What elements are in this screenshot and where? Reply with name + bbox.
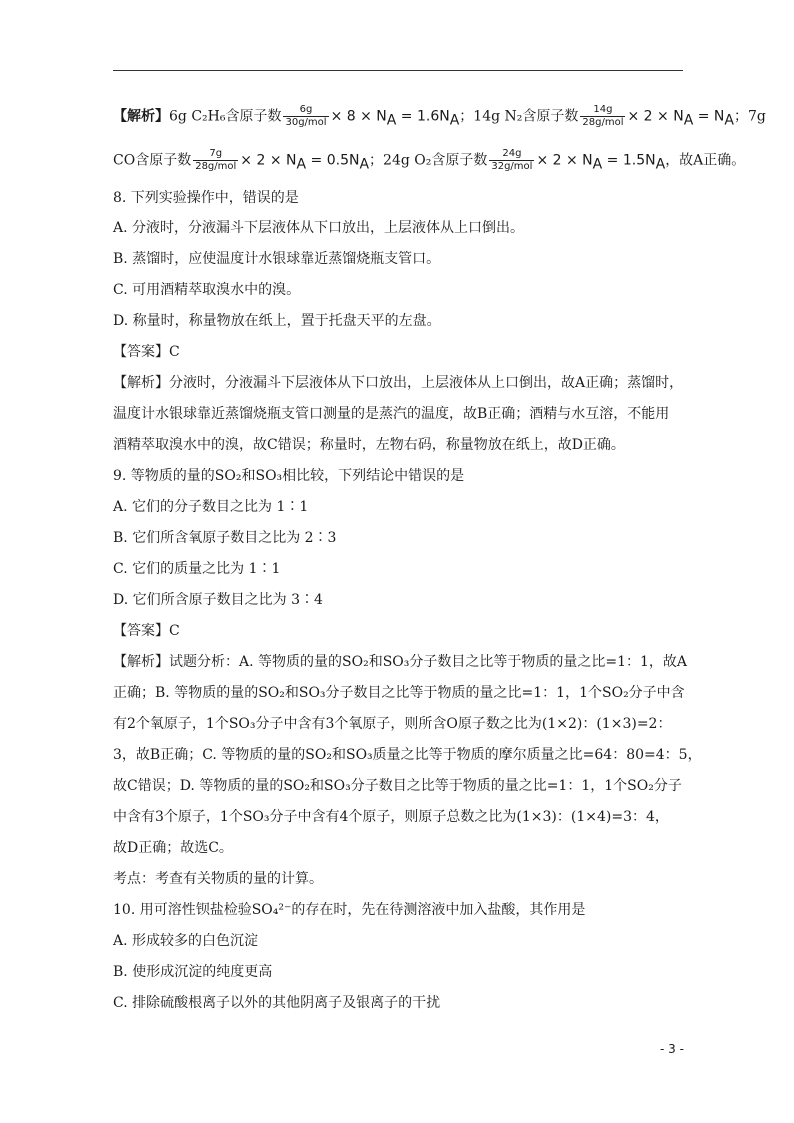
q9-key-point: 考点：考查有关物质的量的计算。 xyxy=(113,871,323,887)
q9-explanation-6: 中含有3个原子，1个SO₃分子中含有4个原子，则原子总数之比为(1×3)：(1×4)=3：4， xyxy=(113,809,669,825)
q8-explanation-2: 温度计水银球靠近蒸馏烧瓶支管口测量的是蒸汽的温度，故B正确；酒精与水互溶，不能用 xyxy=(113,406,670,422)
q9-explanation-7: 故D正确；故选C。 xyxy=(113,840,233,856)
q10-option-b: B. 使形成沉淀的纯度更高 xyxy=(113,964,273,980)
analysis-label: 【解析】 xyxy=(113,108,169,125)
q9-explanation-4: 3，故B正确；C. 等物质的量的SO₂和SO₃质量之比等于物质的摩尔质量之比=64：80=4：5， xyxy=(113,747,702,763)
q8-explanation-1: 【解析】分液时，分液漏斗下层液体从下口放出，上层液体从上口倒出，故A正确；蒸馏时， xyxy=(113,375,684,391)
q9-explanation-5: 故C错误；D. 等物质的量的SO₂和SO₃分子数目之比等于物质的量之比=1：1，1个SO₂分子 xyxy=(113,778,682,794)
q8-answer: 【答案】C xyxy=(113,344,180,360)
q9-option-b: B. 它们所含氧原子数目之比为 2∶3 xyxy=(113,530,337,546)
q9-answer: 【答案】C xyxy=(113,623,180,639)
q9-explanation-3: 有2个氧原子，1个SO₃分子中含有3个氧原子，则所含O原子数之比为(1×2)：(1×3)=2： xyxy=(113,716,672,732)
text: 6g C₂H₆含原子数 xyxy=(169,108,282,125)
fraction: $\frac{14g}{\text{28g/mol}}$ xyxy=(582,104,624,128)
q8-option-d: D. 称量时，称量物放在纸上，置于托盘天平的左盘。 xyxy=(113,313,441,329)
question-8-stem: 8. 下列实验操作中，错误的是 xyxy=(113,190,299,206)
q8-option-a: A. 分液时，分液漏斗下层液体从下口放出，上层液体从上口倒出。 xyxy=(113,220,525,236)
question-9-stem: 9. 等物质的量的SO₂和SO₃相比较，下列结论中错误的是 xyxy=(113,468,465,484)
q9-option-d: D. 它们所含原子数目之比为 3∶4 xyxy=(113,592,323,608)
q8-option-b: B. 蒸馏时，应使温度计水银球靠近蒸馏烧瓶支管口。 xyxy=(113,251,441,267)
fraction: $\frac{7g}{\text{28g/mol}}$ xyxy=(195,148,237,172)
q10-option-a: A. 形成较多的白色沉淀 xyxy=(113,933,259,949)
header-rule xyxy=(113,70,683,71)
q9-explanation-1: 【解析】试题分析：A. 等物质的量的SO₂和SO₃分子数目之比等于物质的量之比=1：1，故A xyxy=(113,654,688,670)
q9-option-a: A. 它们的分子数目之比为 1∶1 xyxy=(113,499,309,515)
fraction: $\frac{6g}{\text{30g/mol}}$ xyxy=(285,104,327,128)
q10-option-c: C. 排除硫酸根离子以外的其他阴离子及银离子的干扰 xyxy=(113,995,441,1011)
question-10-stem: 10. 用可溶性钡盐检验SO₄²⁻的存在时，先在待测溶液中加入盐酸，其作用是 xyxy=(113,902,586,918)
fraction: $\frac{24g}{\text{32g/mol}}$ xyxy=(491,148,533,172)
q8-explanation-3: 酒精萃取溴水中的溴，故C错误；称量时，左物右码，称量物放在纸上，故D正确。 xyxy=(113,437,625,453)
page-number: - 3 - xyxy=(660,1042,684,1056)
q9-option-c: C. 它们的质量之比为 1∶1 xyxy=(113,561,281,577)
q7-analysis-line-1: 【解析】6g C₂H₆含原子数 $\frac{6g}{\text{30g/mol}}$ × $8 \times N_A = 1.6N_A$；14g N₂含原子数 $\frac{14g}{\text{28g/mol}}$ × $2 \times N_A = N_A$；7g xyxy=(113,104,766,129)
q7-analysis-line-2: CO含原子数 $\frac{7g}{\text{28g/mol}}$ × $2 \times N_A = 0.5N_A$；24g O₂含原子数 $\frac{24g}{\text{32g/mol}}$ × $2 \times N_A = 1.5N_A$，故A正确。 xyxy=(113,148,746,173)
q8-option-c: C. 可用酒精萃取溴水中的溴。 xyxy=(113,282,301,298)
q9-explanation-2: 正确；B. 等物质的量的SO₂和SO₃分子数目之比等于物质的量之比=1：1，1个SO₂分子中含 xyxy=(113,685,685,701)
